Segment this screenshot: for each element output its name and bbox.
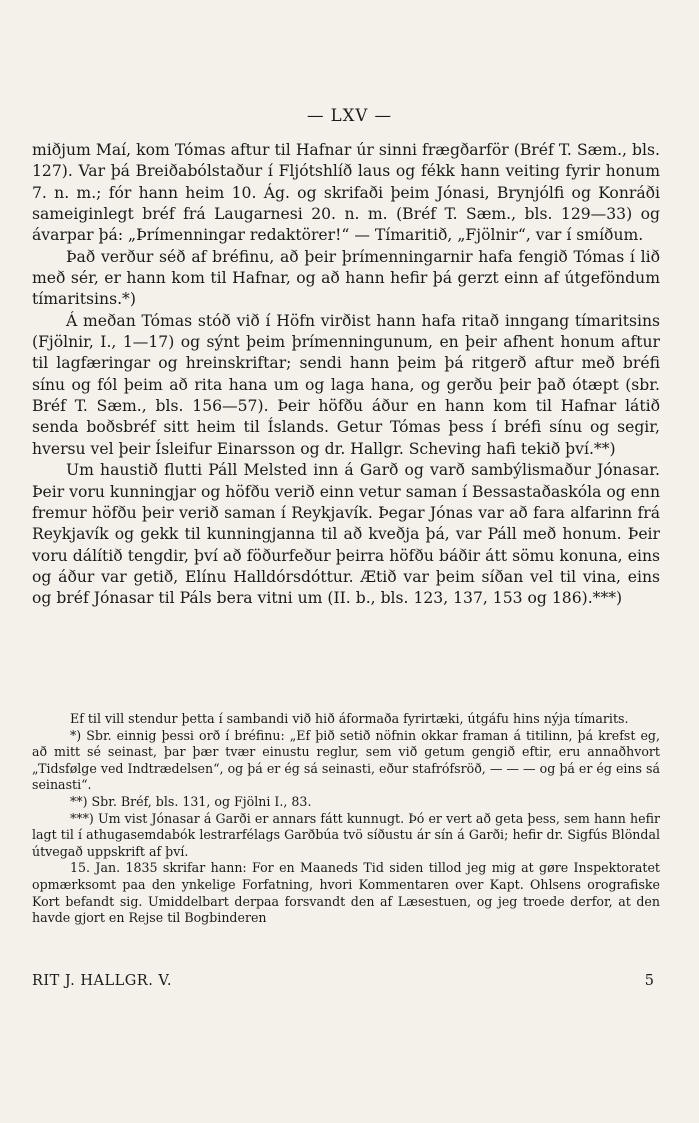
paragraph: Það verður séð af bréfinu, að þeir þrímenningarnir hafa fengið Tómas í lið með sér, er hann kom til Hafnar, og að hann hefir þá gerzt einn af útgeföndum tímaritsins.*): [32, 247, 660, 309]
paragraph: Á meðan Tómas stóð við í Höfn virðist hann hafa ritað inngang tímaritsins (Fjölnir, I., 1—17) og sýnt þeim þrímenningunum, en þeir afhent honum aftur til lagfæringar og hreinskriftar; sendi hann þeim þá ritgerð aftur með bréfi sínu og fól þeim að rita hana um og laga hana, og gerðu þeir það ótæpt (sbr. Bréf T. Sæm., bls. 156—57). Þeir höfðu áður en hann kom til Hafnar látið senda boðsbréf sitt heim til Íslands. Getur Tómas þess í bréfi sínu og segir, hversu vel þeir Ísleifur Einarsson og dr. Hallgr. Scheving hafi tekið því.**): [32, 311, 660, 458]
paragraph: miðjum Maí, kom Tómas aftur til Hafnar úr sinni frægðarför (Bréf T. Sæm., bls. 127). Var þá Breiðabólstaður í Fljótshlíð laus og fékk hann veiting fyrir honum 7. n. m.; fór hann heim 10. Ág. og skrifaði þeim Jónasi, Brynjólfi og Konráði sameiginlegt bréf frá Laugarnesi 20. n. m. (Bréf T. Sæm., bls. 129—33) og ávarpar þá: „Þrímenningar redaktörer!“ — Tímaritið, „Fjölnir“, var í smíðum.: [32, 141, 660, 245]
main-text: [32, 140, 660, 610]
signature-mark: 5: [644, 973, 654, 989]
page-number: — LXV —: [306, 106, 393, 125]
footnote: **) Sbr. Bréf, bls. 131, og Fjölni I., 83.: [70, 793, 312, 809]
footnote-continuation: Ef til vill stendur þetta í sambandi við hið áformaða fyrirtæki, útgáfu hins nýja tímarits.: [70, 711, 629, 726]
footnote-text: 15. Jan. 1835 skrifar hann: For en Maaneds Tid siden tillod jeg mig at gøre Inspektoratet opmærksomt paa den ynkelige Forfatning, hvori Kommentaren over Kapt. Ohlsens orografiske Kort befandt sig. Umiddelbart derpaa forsvandt den af Læsestuen, og jeg troede derfor, at den havde gjort en Rejse til Bogbinderen: [32, 860, 660, 926]
running-footer-title: RIT J. HALLGR. V.: [32, 973, 172, 989]
footnote: ***) Um vist Jónasar á Garði er annars fátt kunnugt. Þó er vert að geta þess, sem hann hefir lagt til í athugasemdabók lestrarfélags Garðbúa tvö síðustu ár sín á Garði; hefir dr. Sigfús Blöndal útvegað uppskrift af því.: [32, 810, 660, 859]
footnotes: [32, 711, 660, 927]
footnote: *) Sbr. einnig þessi orð í bréfinu: „Ef þið setið nöfnin okkar framan á titilinn, þá krefst eg, að mitt sé seinast, þar þær tvær einustu reglur, sem við getum gengið eftir, eru annaðhvort „Tidsfølge ved Indtrædelsen“, og þá er ég sá seinasti, eður stafrófsröð, — — — og þá er ég eins sá seinasti“.: [32, 727, 660, 793]
paragraph: Um haustið flutti Páll Melsted inn á Garð og varð sambýlismaður Jónasar. Þeir voru kunningjar og höfðu verið einn vetur saman í Bessastaðaskóla og enn fremur höfðu þeir verið saman í Reykjavík. Þegar Jónas var að fara alfarinn frá Reykjavík og gekk til kunningjanna til að kveðja þá, var Páll með honum. Þeir voru dálítið tengdir, því að föðurfeður þeirra höfðu báðir átt sömu konuna, eins og áður var getið, Elínu Halldórsdóttur. Ætið var þeim síðan vel til vina, eins og bréf Jónasar til Páls bera vitni um (II. b., bls. 123, 137, 153 og 186).***): [32, 461, 660, 608]
